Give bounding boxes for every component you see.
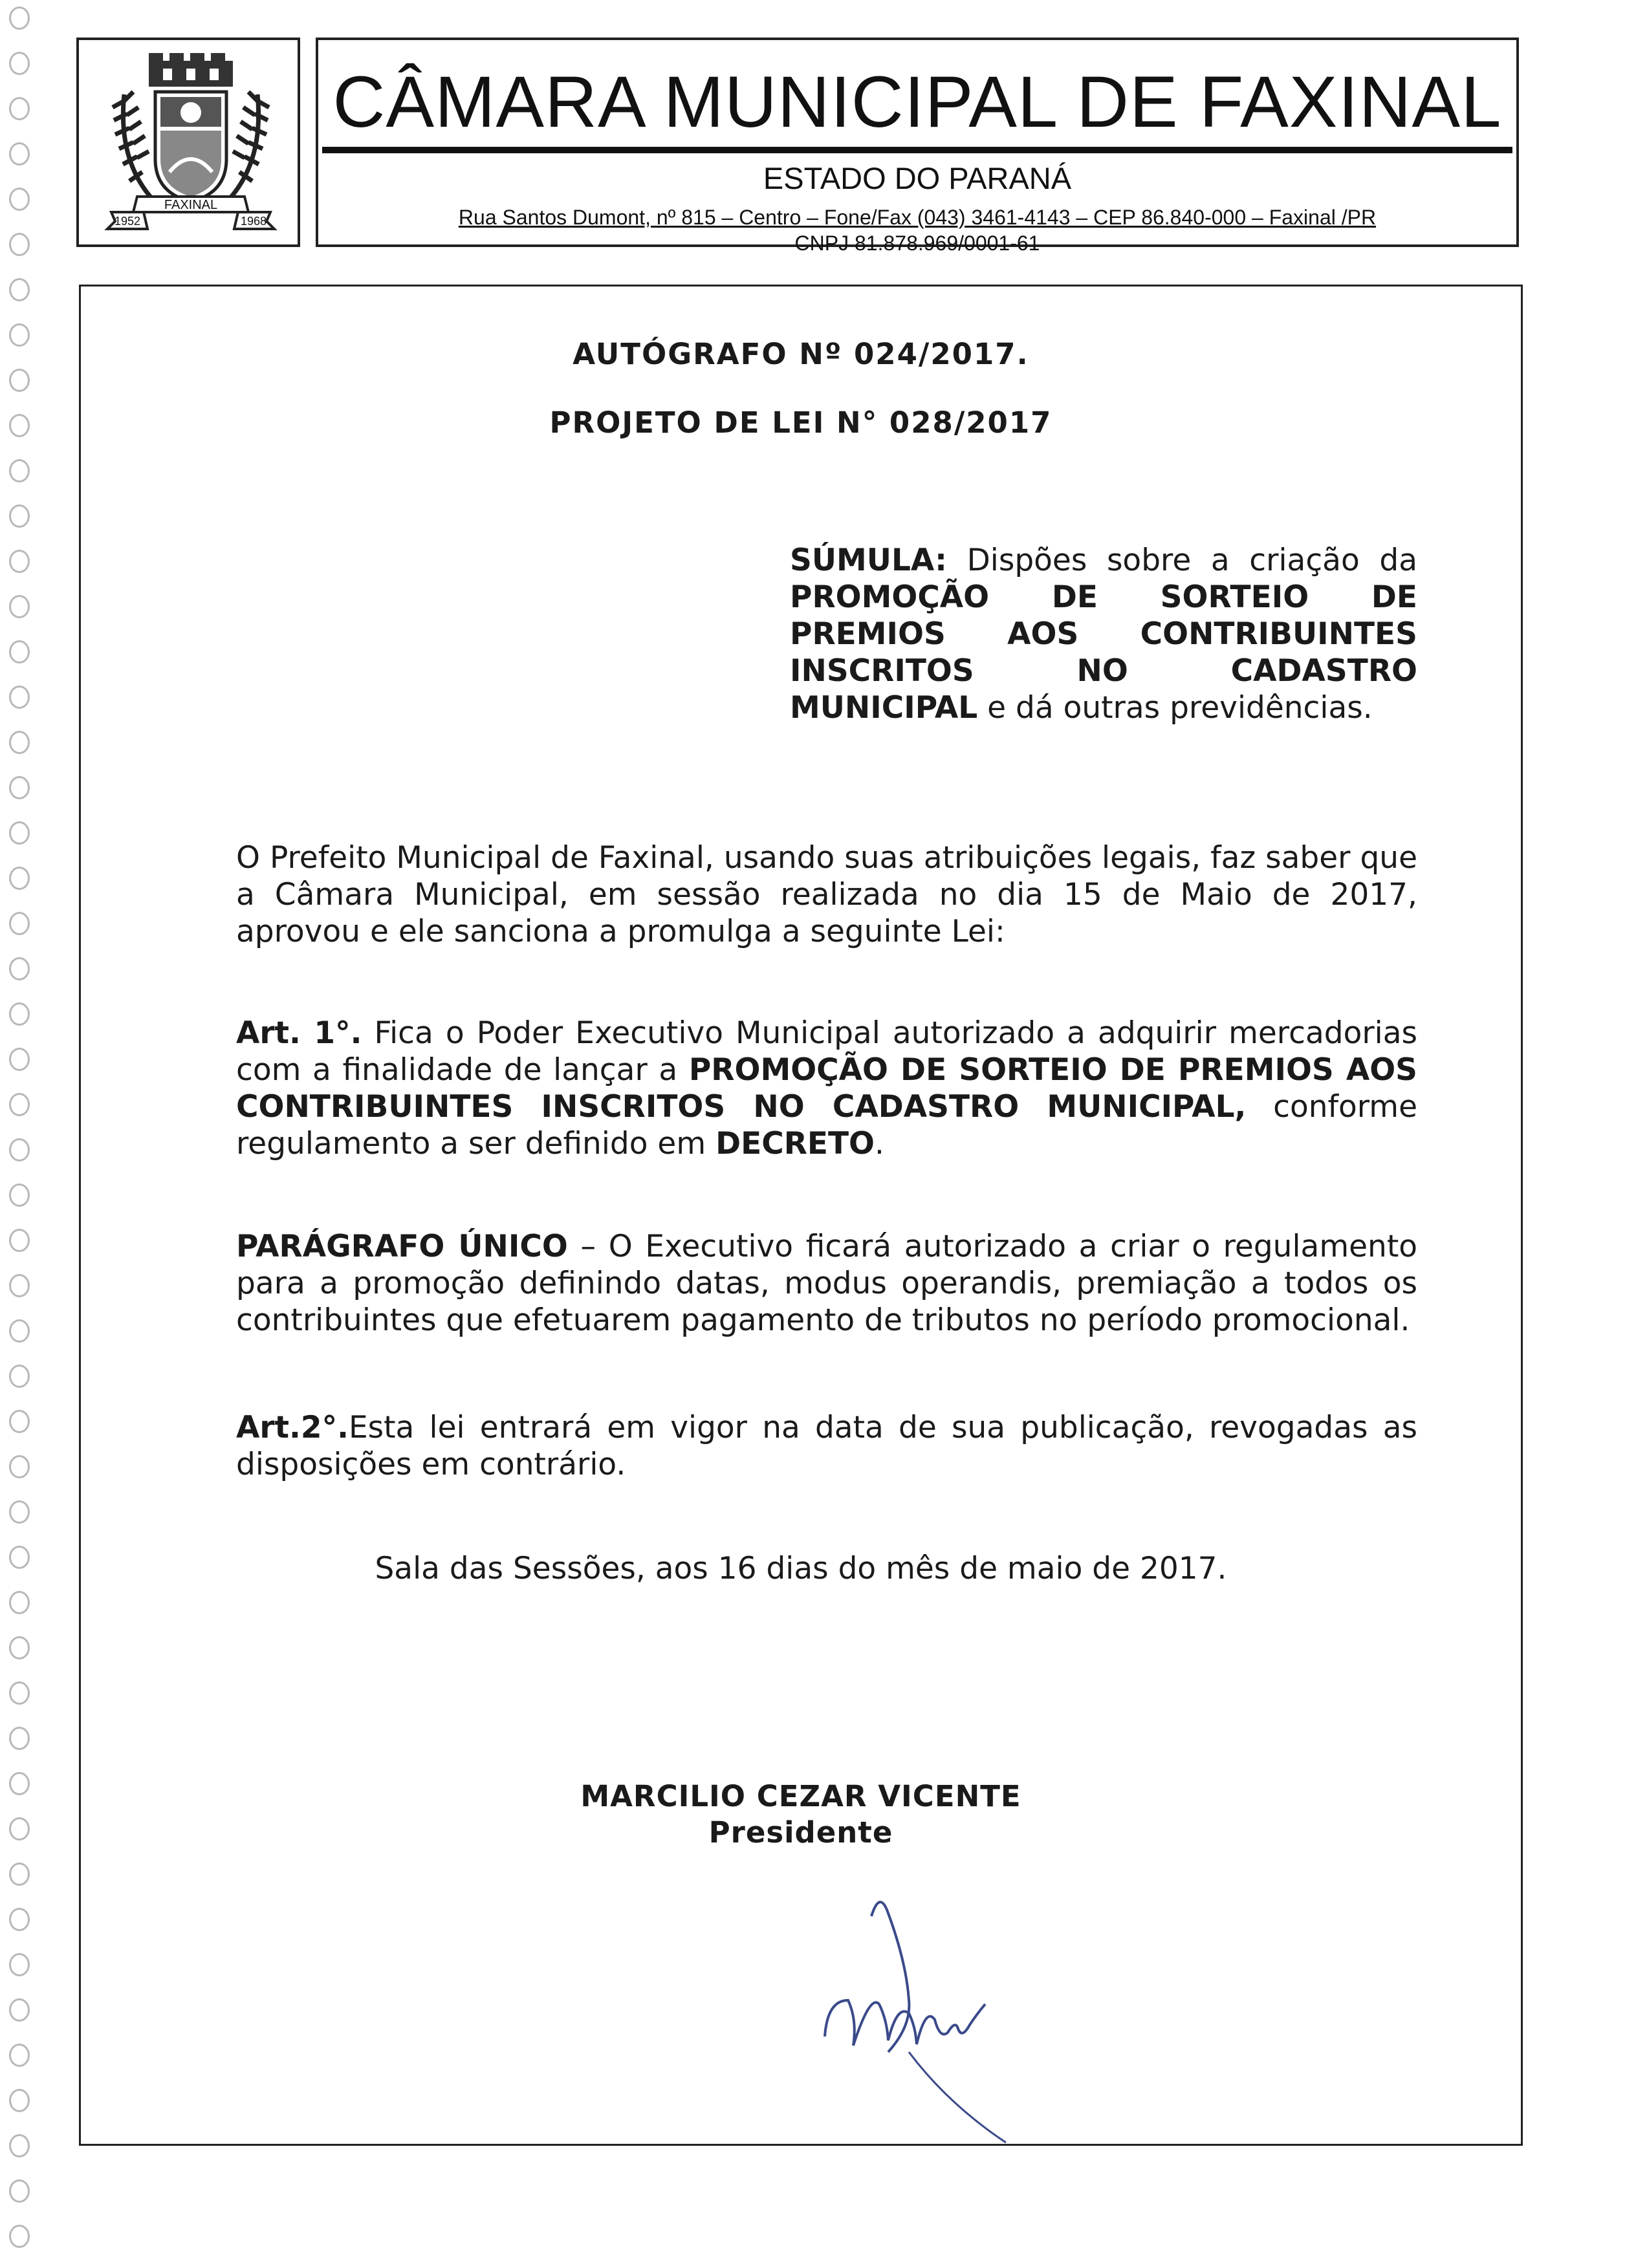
coat-of-arms-icon [98, 49, 283, 241]
article-1 [236, 1015, 1417, 1162]
sumula-text-end: e dá outras previdências. [977, 690, 1373, 726]
state-subtitle: ESTADO DO PARANÁ [763, 161, 1072, 195]
binder-hole [9, 2179, 30, 2203]
autografo-heading: AUTÓGRAFO Nº 024/2017. [573, 337, 1029, 371]
binder-hole [9, 1183, 30, 1207]
binder-hole [9, 233, 30, 256]
binder-hole [9, 1546, 30, 1569]
binder-hole [9, 97, 30, 120]
paragrafo-label: PARÁGRAFO ÚNICO [236, 1229, 568, 1264]
svg-text:1968: 1968 [240, 215, 267, 228]
svg-text:1952: 1952 [114, 215, 141, 228]
projeto-heading: PROJETO DE LEI N° 028/2017 [549, 405, 1052, 440]
paragrafo-unico [236, 1228, 1417, 1339]
binder-hole [9, 1274, 30, 1297]
binder-hole [9, 550, 30, 573]
binder-hole [9, 1365, 30, 1388]
coat-of-arms-box [76, 38, 300, 247]
binder-hole [9, 776, 30, 799]
binder-hole [9, 52, 30, 75]
closing-line: Sala das Sessões, aos 16 dias do mês de maio de 2017. [375, 1551, 1227, 1586]
binder-hole [9, 1863, 30, 1886]
binder-hole [9, 459, 30, 482]
sumula-label: SÚMULA: [790, 543, 947, 578]
cnpj-line: CNPJ 81.878.969/0001-61 [794, 232, 1040, 255]
signer-name: MARCILIO CEZAR VICENTE [580, 1779, 1021, 1813]
article-1-label: Art. 1°. [236, 1015, 362, 1051]
article-2 [236, 1409, 1417, 1483]
binder-hole [9, 2089, 30, 2112]
binder-hole [9, 1817, 30, 1841]
article-2-text: Esta lei entrará em vigor na data de sua publicação, revogadas as disposições em contrário. [236, 1410, 1417, 1482]
binder-hole [9, 821, 30, 845]
binder-hole [9, 2044, 30, 2067]
article-1-decreto: DECRETO [715, 1126, 875, 1161]
binder-hole [9, 1772, 30, 1795]
article-2-label: Art.2°. [236, 1410, 349, 1445]
sumula-bold: PROMOÇÃO DE SORTEIO DE PREMIOS AOS CONTRIBUINTES INSCRITOS NO CADASTRO MUNICIPAL [790, 579, 1417, 726]
binder-hole [9, 1500, 30, 1524]
binder-hole [9, 1908, 30, 1931]
binder-holes [5, 0, 34, 2268]
sumula-text: Dispões sobre a criação da [946, 543, 1417, 578]
binder-hole [9, 640, 30, 664]
binder-hole [9, 1953, 30, 1976]
binder-hole [9, 278, 30, 301]
binder-hole [9, 731, 30, 754]
binder-hole [9, 1229, 30, 1252]
binder-hole [9, 957, 30, 980]
binder-hole [9, 414, 30, 437]
binder-hole [9, 1727, 30, 1750]
binder-hole [9, 1998, 30, 2022]
letterhead [316, 38, 1519, 255]
binder-hole [9, 912, 30, 935]
binder-hole [9, 595, 30, 618]
signer-role: Presidente [708, 1815, 893, 1850]
article-1-text: Fica o Poder Executivo Municipal autorizado a adquirir mercadorias com a finalidade de lançar a [236, 1015, 1418, 1088]
document-body [79, 285, 1523, 2146]
sumula-paragraph [790, 542, 1417, 726]
binder-hole [9, 6, 30, 30]
binder-hole [9, 686, 30, 709]
binder-hole [9, 1093, 30, 1116]
signature-icon [812, 1890, 1019, 2149]
binder-hole [9, 1636, 30, 1659]
intro-paragraph: O Prefeito Municipal de Faxinal, usando suas atribuições legais, faz saber que a Câmara Municipal, em sessão realizada no dia 15 de Maio de 2017, aprovou e ele sanciona a promulga a seguinte Lei: [236, 840, 1417, 949]
paragrafo-text: – O Executivo ficará autorizado a criar o regulamento para a promoção definindo datas, modus operandis, premiação a todos os contribuintes que efetuarem pagamento de tributos no período promocional. [236, 1229, 1418, 1338]
binder-hole [9, 867, 30, 890]
article-1-period: . [875, 1126, 884, 1161]
binder-hole [9, 323, 30, 347]
title-divider [322, 147, 1512, 153]
binder-hole [9, 369, 30, 392]
binder-hole [9, 1410, 30, 1433]
binder-hole [9, 504, 30, 528]
binder-hole [9, 2134, 30, 2157]
binder-hole [9, 188, 30, 211]
binder-hole [9, 2225, 30, 2248]
binder-hole [9, 1319, 30, 1343]
article-1-bold: PROMOÇÃO DE SORTEIO DE PREMIOS AOS CONTRIBUINTES INSCRITOS NO CADASTRO MUNICIPAL, [236, 1052, 1418, 1125]
binder-hole [9, 1048, 30, 1071]
binder-hole [9, 1591, 30, 1614]
address-line: Rua Santos Dumont, nº 815 – Centro – Fone/Fax (043) 3461-4143 – CEP 86.840-000 – Faxinal /PR [458, 206, 1377, 229]
binder-hole [9, 142, 30, 166]
binder-hole [9, 1455, 30, 1478]
article-1-text-end: conforme regulamento a ser definido em [236, 1089, 1418, 1161]
svg-text:FAXINAL: FAXINAL [164, 198, 218, 212]
binder-hole [9, 1681, 30, 1705]
binder-hole [9, 1138, 30, 1161]
page-title: CÂMARA MUNICIPAL DE FAXINAL [333, 61, 1502, 142]
binder-hole [9, 1002, 30, 1026]
